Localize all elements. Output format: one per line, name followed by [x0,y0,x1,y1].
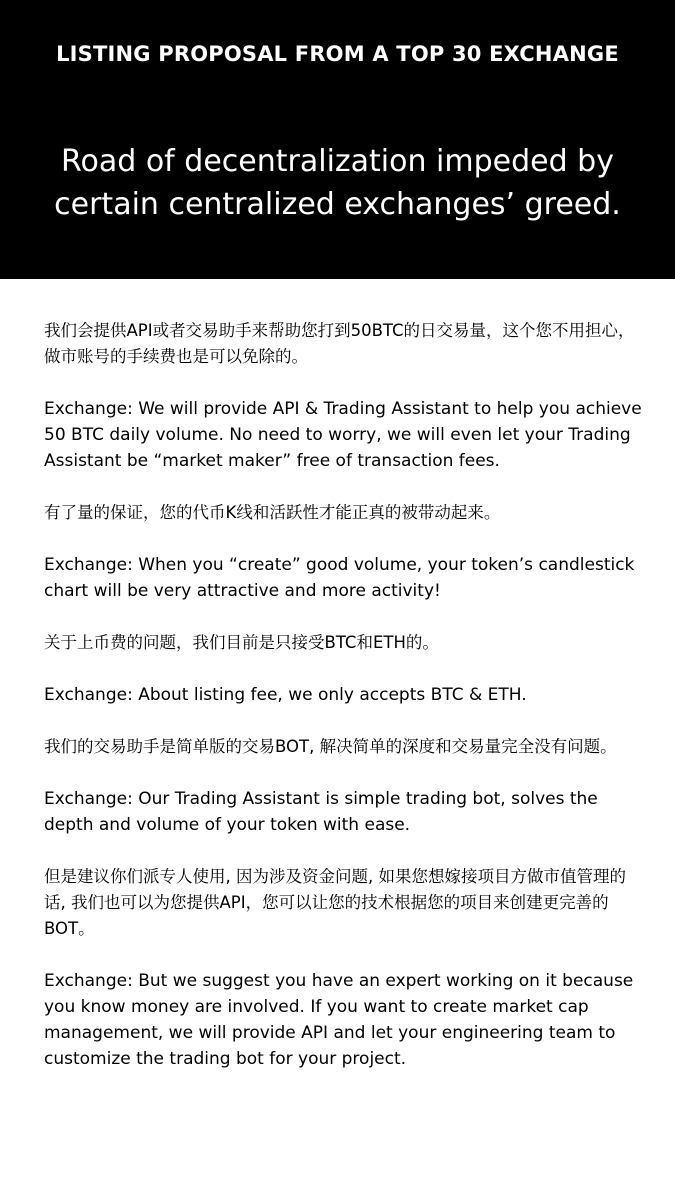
paragraph-zh-listing-fee: 关于上币费的问题，我们目前是只接受BTC和ETH的。 [44,633,439,652]
paragraph-en-expert: Exchange: But we suggest you have an expert working on it because you know money are involved. If you want to create market cap management, we will provide API and let your engineering team to customize the trading bot for your project. [44,971,634,1069]
banner-eyebrow: LISTING PROPOSAL FROM A TOP 30 EXCHANGE [56,42,619,66]
banner-headline: Road of decentralization impeded by certain centralized exchanges’ greed. [54,144,621,222]
paragraph-en-api-offer: Exchange: We will provide API & Trading Assistant to help you achieve 50 BTC daily volume. No need to worry, we will even let your Trading Assistant be “market maker” free of transaction fees. [44,399,642,471]
paragraph-zh-expert: 但是建议你们派专人使用, 因为涉及资金问题, 如果您想嫁接项目方做市值管理的话, 我们也可以为您提供API，您可以让您的技术根据您的项目来创建更完善的BOT。 [44,867,626,938]
paragraph-en-trading-bot: Exchange: Our Trading Assistant is simple trading bot, solves the depth and volume of your token with ease. [44,789,598,835]
header-banner [0,0,675,279]
paragraph-zh-volume: 有了量的保证，您的代币K线和活跃性才能正真的被带动起来。 [44,503,501,522]
article-body [44,318,644,1098]
paragraph-zh-trading-bot: 我们的交易助手是简单版的交易BOT, 解决简单的深度和交易量完全没有问题。 [44,737,617,756]
paragraph-en-listing-fee: Exchange: About listing fee, we only accepts BTC & ETH. [44,685,527,705]
paragraph-zh-api-offer: 我们会提供API或者交易助手来帮助您打到50BTC的日交易量，这个您不用担心，做市账号的手续费也是可以免除的。 [44,321,635,366]
paragraph-en-volume: Exchange: When you “create” good volume, your token’s candlestick chart will be very attractive and more activity! [44,555,635,601]
